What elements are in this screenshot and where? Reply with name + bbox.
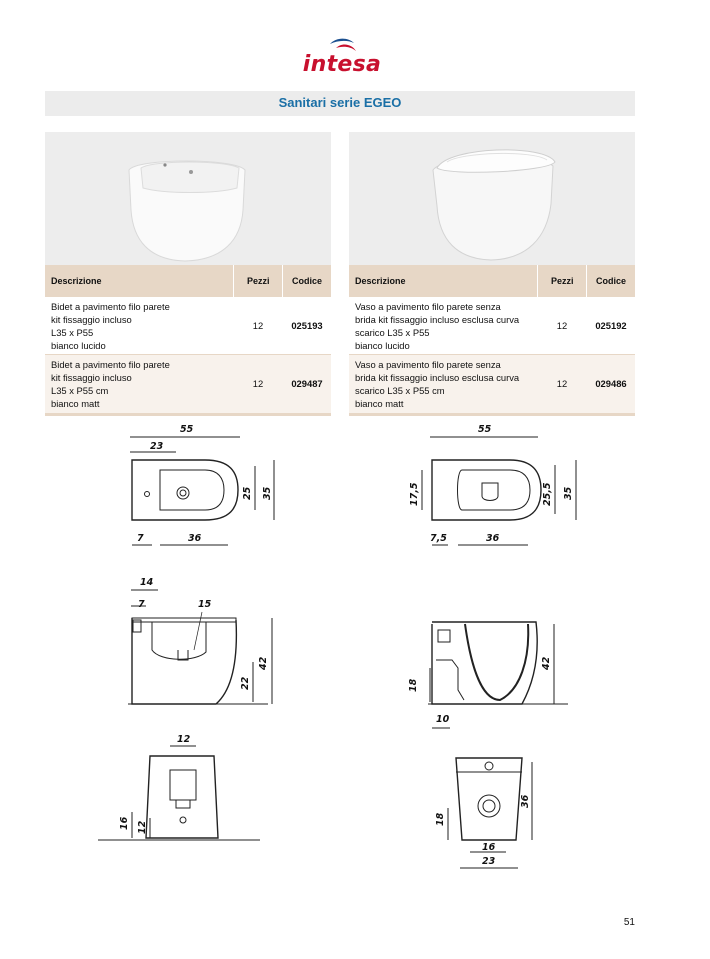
product-description: Vaso a pavimento filo parete senza brida kit fissaggio incluso esclusa curva scarico L35 x P55 bianco lucido <box>355 301 520 351</box>
header-codice: Codice <box>596 276 627 286</box>
dim-label: 15 <box>198 599 212 610</box>
dim-label: 12 <box>177 734 191 745</box>
dim-label: 35 <box>563 486 574 500</box>
header-descrizione: Descrizione <box>355 276 406 286</box>
product-codice: 025193 <box>291 320 323 331</box>
product-pezzi: 12 <box>556 378 568 389</box>
dim-label: 14 <box>140 577 154 588</box>
product-pezzi: 12 <box>556 320 568 331</box>
dim-label: 23 <box>482 856 496 867</box>
dim-label: 36 <box>486 533 500 544</box>
dim-label: 16 <box>119 816 130 830</box>
dim-label: 35 <box>262 486 273 500</box>
dim-label: 7 <box>138 599 145 610</box>
dim-label: 7 <box>137 533 144 544</box>
dim-label: 17,5 <box>409 482 420 506</box>
dim-label: 16 <box>482 842 496 853</box>
dim-label: 12 <box>137 820 148 834</box>
product-description: Bidet a pavimento filo parete kit fissaggio incluso L35 x P55 cm bianco matt <box>51 359 170 409</box>
dim-label: 23 <box>150 441 164 452</box>
header-codice: Codice <box>292 276 323 286</box>
dim-label: 22 <box>240 676 251 690</box>
wc-side-drawing <box>428 622 568 728</box>
dim-label: 10 <box>436 714 450 725</box>
dim-label: 36 <box>188 533 202 544</box>
page-title: Sanitari serie EGEO <box>278 95 402 110</box>
dim-label: 36 <box>520 794 531 808</box>
dim-label: 18 <box>408 678 419 692</box>
dim-label: 25,5 <box>542 482 553 506</box>
dim-label: 25 <box>242 486 253 500</box>
dim-label: 42 <box>541 656 552 670</box>
brand-name: intesa <box>302 52 382 77</box>
dim-label: 18 <box>435 812 446 826</box>
header-descrizione: Descrizione <box>51 276 102 286</box>
product-pezzi: 12 <box>252 320 264 331</box>
product-codice: 025192 <box>595 320 627 331</box>
dim-label: 7,5 <box>430 533 447 544</box>
product-pezzi: 12 <box>252 378 264 389</box>
product-codice: 029486 <box>595 378 627 389</box>
product-description: Vaso a pavimento filo parete senza brida kit fissaggio incluso esclusa curva scarico L35 x P55 cm bianco matt <box>355 359 520 409</box>
dim-label: 42 <box>258 656 269 670</box>
header-pezzi: Pezzi <box>247 276 270 286</box>
product-description: Bidet a pavimento filo parete kit fissaggio incluso L35 x P55 bianco lucido <box>51 301 170 351</box>
dim-label: 55 <box>180 424 194 435</box>
header-pezzi: Pezzi <box>551 276 574 286</box>
dim-label: 55 <box>478 424 492 435</box>
page-number: 51 <box>623 917 635 928</box>
product-codice: 029487 <box>291 378 323 389</box>
